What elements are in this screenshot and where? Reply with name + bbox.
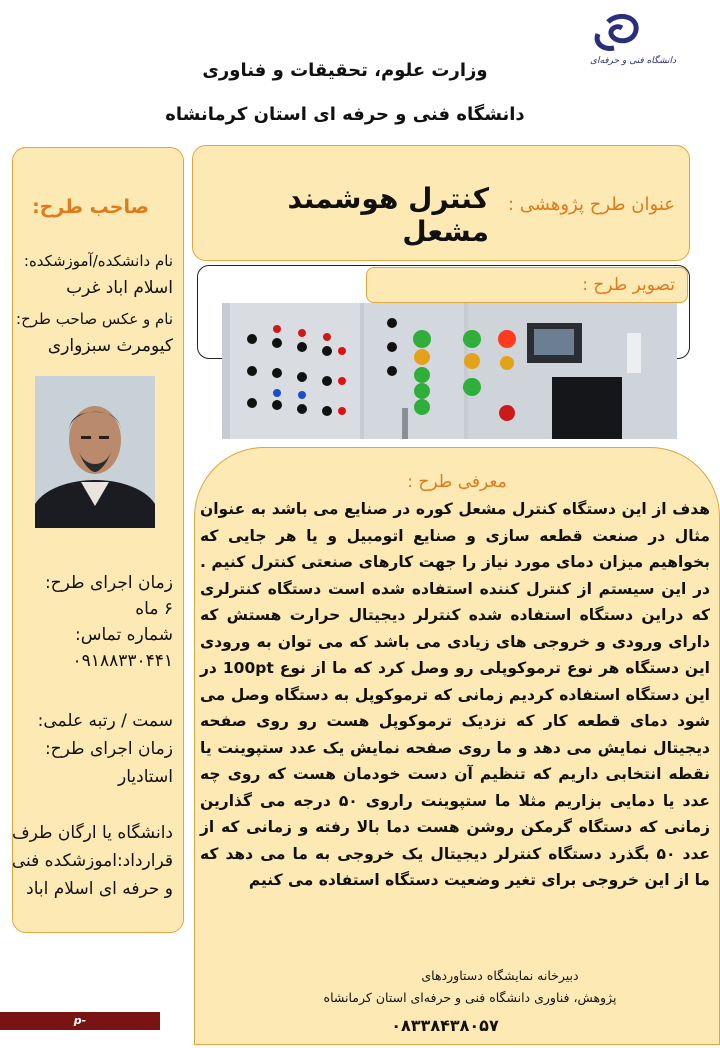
owner-label: نام و عکس صاحب طرح: (16, 310, 173, 328)
owner-name: کیومرث سبزواری (47, 336, 173, 356)
contract-line-2: قرارداد:اموزشکده فنی (11, 851, 173, 871)
university-logo-icon (578, 14, 688, 76)
owner-photo (35, 376, 155, 528)
university-logo (578, 14, 688, 76)
owner-sidebar (12, 147, 184, 933)
project-picture-label-box (366, 267, 688, 303)
phone-label: شماره تماس: (75, 625, 173, 645)
ministry-heading: وزارت علوم، تحقیقات و فناوری (202, 60, 488, 81)
duration-label: زمان اجرای طرح: (44, 573, 173, 593)
owner-title: صاحب طرح: (32, 196, 149, 218)
intro-title: معرفی طرح : (407, 472, 507, 492)
project-title: کنترل هوشمند مشعل (287, 182, 489, 248)
rank-time-label: زمان اجرای طرح: (44, 739, 173, 759)
footer-phone: ۰۸۳۳۸۴۳۸۰۵۷ (391, 1016, 499, 1035)
footer-secretariat: دبیرخانه نمایشگاه دستاوردهای (421, 968, 579, 983)
logo-caption: دانشگاه فنی و حرفه‌ای (589, 56, 677, 66)
project-title-label: عنوان طرح پژوهشی : (508, 194, 675, 215)
rank-label: سمت / رتبه علمی: (37, 711, 173, 731)
project-picture-label: تصویر طرح : (582, 275, 675, 295)
duration-value: ۶ ماه (135, 599, 173, 619)
project-title-box (192, 145, 690, 261)
footer-organization: پژوهش، فناوری دانشگاه فنی و حرفه‌ای استان کرمانشاه (323, 990, 617, 1005)
faculty-value: اسلام اباد غرب (66, 278, 173, 298)
intro-body: هدف از این دستگاه کنترل مشعل کوره در صنایع می باشد به عنوان مثال در صنعت قطعه سازی و صنایع اتومبیل و یا هر جایی که بخواهیم میزان دمای مورد نیاز را جهت کارهای صنعتی کنترل کنیم . در این سیستم از کنترل کننده استفاده شده است دستگاه کنترلری که دراین دستگاه استفاده شده کنترلر دیجیتال حرارت هستش که دارای ورودی و خروجی های زیادی می باشد که می توان به ورودی این دستگاه هر نوع ترموکوپلی رو وصل کرد که ما از نوع 100pt در این دستگاه استفاده کردیم زمانی که ترموکوپل به دستگاه وصل می شود دمای قطعه کار که نزدیک ترموکوپل هست رو روی صفحه دیجیتال نمایش می دهد و ما روی صفحه نمایش یک عدد ستپوینت یا نقطه انتخابی داریم که تنظیم آن دست خودمان هست که روی چه عدد یا دمایی بزاریم مثلا ما ستپوینت راروی ۵۰ درجه می گذارین زمانی که دستگاه گرمکن روشن هست دما بالا رفته و زمانی که از عدد ۵۰ بگذرد دستگاه کنترلر دیجیتال یک خروجی به ما می دهد که ما از این خروجی برای تغیر وضعیت دستگاه استفاده می کنیم (200, 500, 710, 889)
project-picture (222, 303, 677, 439)
contract-line-3: و حرفه ای اسلام اباد (26, 879, 173, 899)
phone-value: ۰۹۱۸۸۳۳۰۴۴۱ (72, 651, 173, 671)
website-link[interactable]: p-islamabadgharb.tvu.ac.ir (0, 1012, 160, 1030)
university-heading: دانشگاه فنی و حرفه ای استان کرمانشاه (165, 104, 525, 125)
faculty-label: نام دانشکده/آموزشکده: (23, 252, 173, 270)
rank-value: استادیار (118, 767, 173, 787)
contract-line-1: دانشگاه یا ارگان طرف (11, 823, 173, 843)
